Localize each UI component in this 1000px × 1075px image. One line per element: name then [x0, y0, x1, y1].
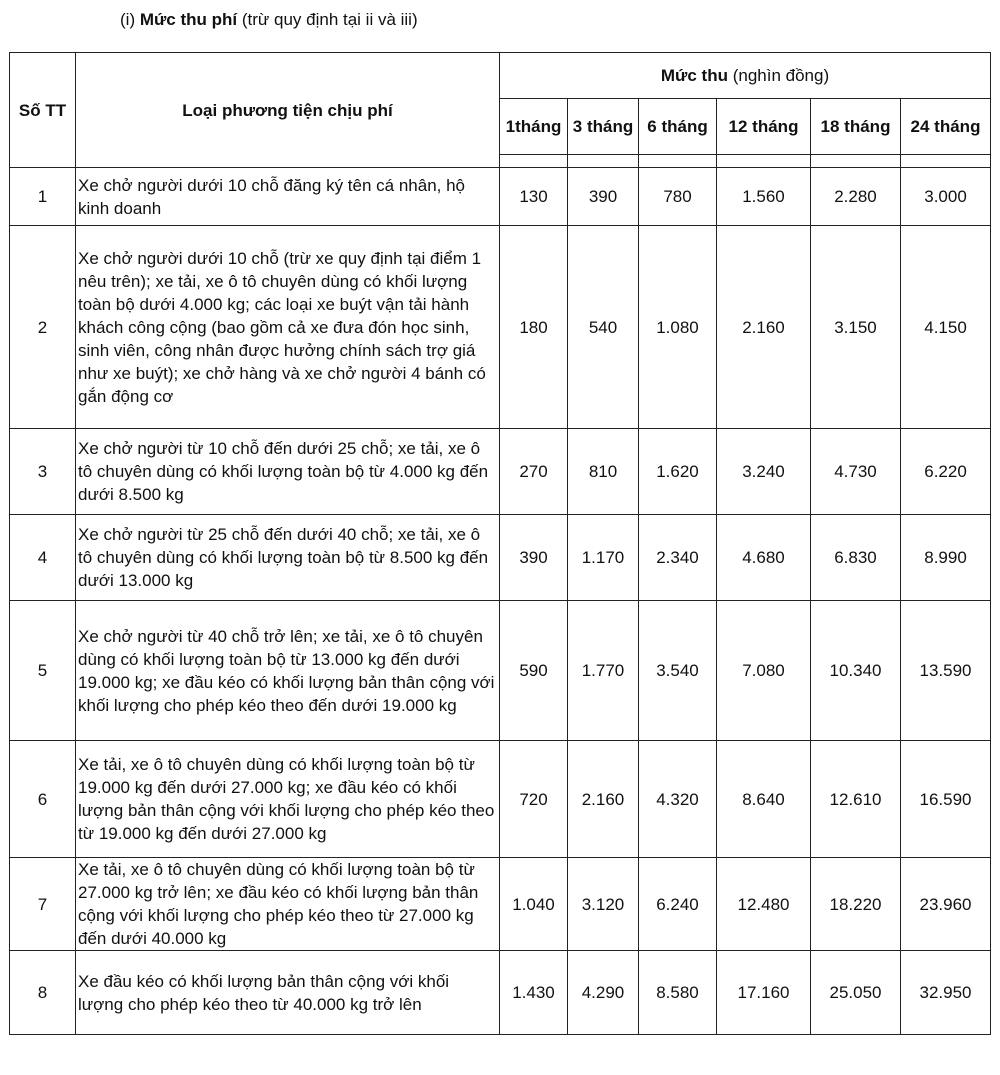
fee-value: 130 [500, 168, 568, 226]
vehicle-description: Xe tải, xe ô tô chuyên dùng có khối lượng toàn bộ từ 27.000 kg trở lên; xe đầu kéo có khối lượng bản thân cộng với khối lượng cho phép kéo theo từ 27.000 kg đến dưới 40.000 kg [76, 858, 500, 951]
table-row [10, 515, 991, 601]
fee-value: 2.340 [639, 515, 717, 601]
vehicle-description: Xe chở người từ 25 chỗ đến dưới 40 chỗ; xe tải, xe ô tô chuyên dùng có khối lượng toàn bộ từ 8.500 kg đến dưới 13.000 kg [76, 515, 500, 601]
fee-value: 1.430 [500, 951, 568, 1035]
fee-value: 390 [568, 168, 639, 226]
fee-value: 32.950 [901, 951, 991, 1035]
header-spacer-cell [568, 155, 639, 168]
fee-value: 810 [568, 429, 639, 515]
vehicle-description: Xe chở người dưới 10 chỗ đăng ký tên cá nhân, hộ kinh doanh [76, 168, 500, 226]
table-row [10, 601, 991, 741]
col-header-period: 18 tháng [811, 99, 901, 155]
col-header-vehicle-type: Loại phương tiện chịu phí [76, 53, 500, 168]
row-number: 8 [10, 951, 76, 1035]
table-row [10, 951, 991, 1035]
vehicle-description: Xe đầu kéo có khối lượng bản thân cộng với khối lượng cho phép kéo theo từ 40.000 kg trở lên [76, 951, 500, 1035]
row-number: 4 [10, 515, 76, 601]
fee-value: 1.560 [717, 168, 811, 226]
table-row [10, 226, 991, 429]
fee-value: 2.160 [568, 741, 639, 858]
col-header-stt: Số TT [10, 53, 76, 168]
heading-rest: (trừ quy định tại ii và iii) [237, 10, 418, 29]
fee-value: 1.080 [639, 226, 717, 429]
fee-value: 1.170 [568, 515, 639, 601]
col-header-period: 24 tháng [901, 99, 991, 155]
fee-value: 590 [500, 601, 568, 741]
fee-value: 1.040 [500, 858, 568, 951]
row-number: 3 [10, 429, 76, 515]
vehicle-description: Xe tải, xe ô tô chuyên dùng có khối lượng toàn bộ từ 19.000 kg đến dưới 27.000 kg; xe đầu kéo có khối lượng bản thân cộng với khối lượng cho phép kéo theo từ 19.000 kg đến dưới 27.000 kg [76, 741, 500, 858]
fee-value: 720 [500, 741, 568, 858]
row-number: 7 [10, 858, 76, 951]
fee-value: 4.150 [901, 226, 991, 429]
row-number: 2 [10, 226, 76, 429]
fee-value: 6.830 [811, 515, 901, 601]
fee-value: 390 [500, 515, 568, 601]
col-header-period: 12 tháng [717, 99, 811, 155]
fee-value: 17.160 [717, 951, 811, 1035]
table-row [10, 429, 991, 515]
header-spacer-cell [901, 155, 991, 168]
fee-value: 2.160 [717, 226, 811, 429]
fee-value: 3.540 [639, 601, 717, 741]
fee-value: 10.340 [811, 601, 901, 741]
fee-value: 16.590 [901, 741, 991, 858]
fee-value: 6.220 [901, 429, 991, 515]
table-row [10, 741, 991, 858]
fee-value: 4.680 [717, 515, 811, 601]
fee-value: 8.990 [901, 515, 991, 601]
fee-value: 3.120 [568, 858, 639, 951]
fee-value: 6.240 [639, 858, 717, 951]
fee-value: 4.320 [639, 741, 717, 858]
fee-value: 1.770 [568, 601, 639, 741]
fee-value: 12.610 [811, 741, 901, 858]
header-spacer-cell [811, 155, 901, 168]
fee-value: 180 [500, 226, 568, 429]
fee-value: 2.280 [811, 168, 901, 226]
fee-value: 12.480 [717, 858, 811, 951]
fee-value: 8.640 [717, 741, 811, 858]
fee-table [9, 52, 991, 1035]
fee-value: 3.240 [717, 429, 811, 515]
fee-value: 23.960 [901, 858, 991, 951]
row-number: 6 [10, 741, 76, 858]
heading-bold: Mức thu phí [139, 10, 238, 29]
fee-value: 540 [568, 226, 639, 429]
fee-value: 25.050 [811, 951, 901, 1035]
header-spacer-cell [500, 155, 568, 168]
heading-prefix: (i) [120, 10, 140, 29]
table-row [10, 168, 991, 226]
fee-value: 3.150 [811, 226, 901, 429]
row-number: 1 [10, 168, 76, 226]
fee-value: 7.080 [717, 601, 811, 741]
col-header-period: 6 tháng [639, 99, 717, 155]
section-heading [120, 10, 418, 30]
col-header-period: 1tháng [500, 99, 568, 155]
fee-group-label: Mức thu [660, 66, 728, 85]
header-spacer-cell [639, 155, 717, 168]
col-header-period: 3 tháng [568, 99, 639, 155]
vehicle-description: Xe chở người dưới 10 chỗ (trừ xe quy định tại điểm 1 nêu trên); xe tải, xe ô tô chuyên dùng có khối lượng toàn bộ dưới 4.000 kg; các loại xe buýt vận tải hành khách công cộng (bao gồm cả xe đưa đón học sinh, sinh viên, công nhân được hưởng chính sách trợ giá như xe buýt); xe chở hàng và xe chở người 4 bánh có gắn động cơ [76, 226, 500, 429]
fee-value: 13.590 [901, 601, 991, 741]
vehicle-description: Xe chở người từ 10 chỗ đến dưới 25 chỗ; xe tải, xe ô tô chuyên dùng có khối lượng toàn bộ từ 4.000 kg đến dưới 8.500 kg [76, 429, 500, 515]
fee-value: 1.620 [639, 429, 717, 515]
fee-value: 4.290 [568, 951, 639, 1035]
fee-value: 4.730 [811, 429, 901, 515]
fee-value: 270 [500, 429, 568, 515]
fee-value: 3.000 [901, 168, 991, 226]
fee-value: 780 [639, 168, 717, 226]
header-spacer-cell [717, 155, 811, 168]
row-number: 5 [10, 601, 76, 741]
fee-group-unit: (nghìn đồng) [727, 66, 830, 85]
fee-value: 18.220 [811, 858, 901, 951]
col-header-fee-group [500, 53, 991, 99]
fee-value: 8.580 [639, 951, 717, 1035]
table-row [10, 858, 991, 951]
vehicle-description: Xe chở người từ 40 chỗ trở lên; xe tải, xe ô tô chuyên dùng có khối lượng toàn bộ từ 13.000 kg đến dưới 19.000 kg; xe đầu kéo có khối lượng bản thân cộng với khối lượng cho phép kéo theo đến dưới 19.000 kg [76, 601, 500, 741]
